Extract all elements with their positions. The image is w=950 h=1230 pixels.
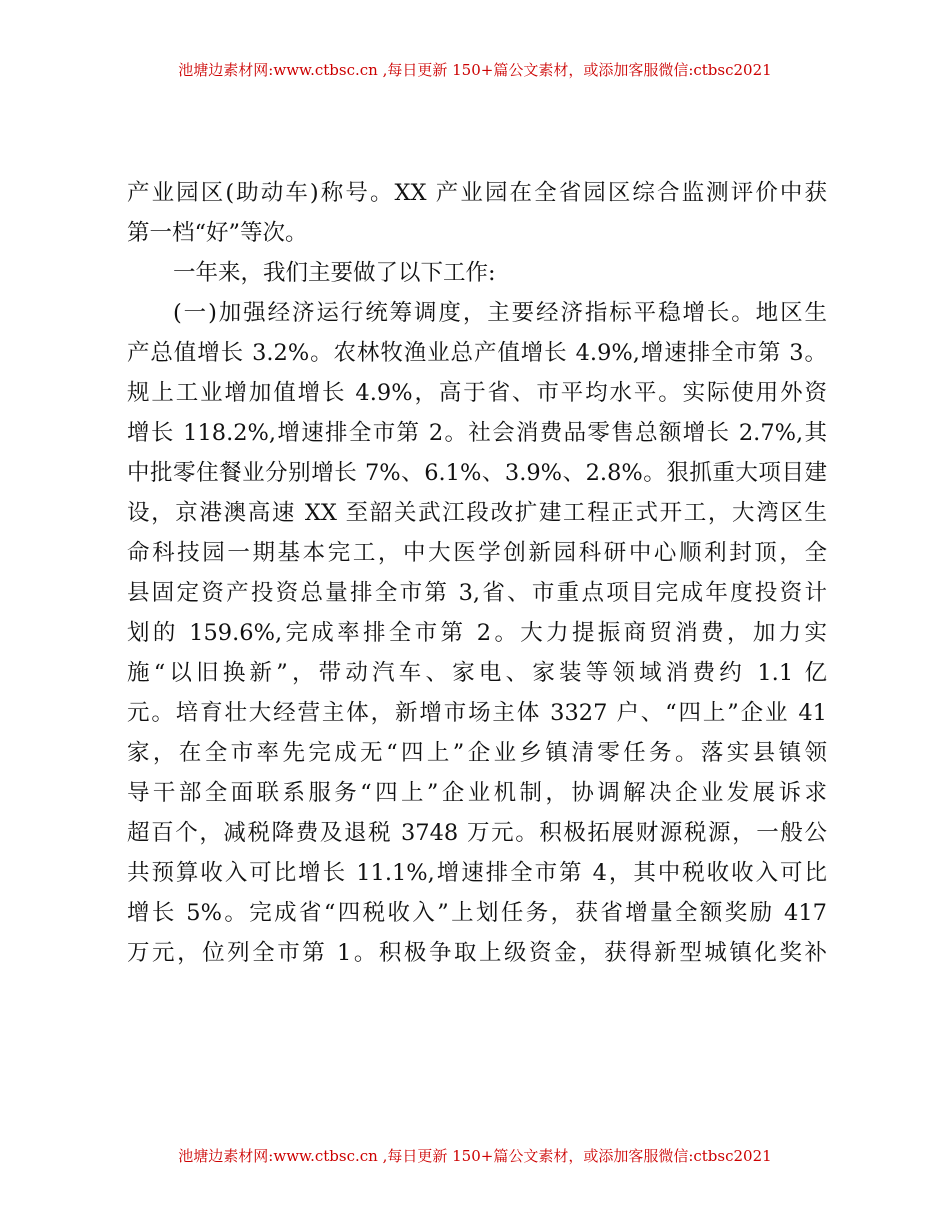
paragraph-line: 家，在全市率先完成无“四上”企业乡镇清零任务。落实县镇领 bbox=[127, 740, 827, 766]
paragraph-line: 元。培育壮大经营主体，新增市场主体 3327 户、“四上”企业 41 bbox=[127, 700, 827, 726]
paragraph-line: 共预算收入可比增长 11.1%,增速排全市第 4，其中税收收入可比 bbox=[127, 860, 827, 886]
paragraph-line: 增长 5%。完成省“四税收入”上划任务，获省增量全额奖励 417 bbox=[127, 900, 827, 926]
paragraph-line: 产业园区(助动车)称号。XX 产业园在全省园区综合监测评价中获 bbox=[127, 180, 827, 206]
paragraph-line: 设，京港澳高速 XX 至韶关武江段改扩建工程正式开工，大湾区生 bbox=[127, 500, 827, 526]
section-heading-line: (一)加强经济运行统筹调度，主要经济指标平稳增长。地区生 bbox=[173, 300, 827, 326]
paragraph-line: 增长 118.2%,增速排全市第 2。社会消费品零售总额增长 2.7%,其 bbox=[127, 420, 827, 446]
paragraph-line: 划的 159.6%,完成率排全市第 2。大力提振商贸消费，加力实 bbox=[127, 620, 827, 646]
paragraph-line: 县固定资产投资总量排全市第 3,省、市重点项目完成年度投资计 bbox=[127, 580, 827, 606]
paragraph-line: 命科技园一期基本完工，中大医学创新园科研中心顺利封顶，全 bbox=[127, 540, 827, 566]
paragraph-line: 万元，位列全市第 1。积极争取上级资金，获得新型城镇化奖补 bbox=[127, 940, 827, 966]
footer-watermark-banner: 池塘边素材网:www.ctbsc.cn ,每日更新 150+篇公文素材，或添加客服微信:ctbsc2021 bbox=[178, 1147, 772, 1165]
paragraph-line: 施“以旧换新”，带动汽车、家电、家装等领域消费约 1.1 亿 bbox=[127, 660, 827, 686]
paragraph-line: 规上工业增加值增长 4.9%，高于省、市平均水平。实际使用外资 bbox=[127, 380, 827, 406]
paragraph-line: 一年来，我们主要做了以下工作: bbox=[173, 260, 496, 286]
header-watermark-banner: 池塘边素材网:www.ctbsc.cn ,每日更新 150+篇公文素材，或添加客服微信:ctbsc2021 bbox=[178, 61, 772, 79]
document-body bbox=[127, 173, 827, 973]
paragraph-line: 导干部全面联系服务“四上”企业机制，协调解决企业发展诉求 bbox=[127, 780, 827, 806]
paragraph-line: 第一档“好”等次。 bbox=[127, 220, 308, 246]
paragraph-line: 产总值增长 3.2%。农林牧渔业总产值增长 4.9%,增速排全市第 3。 bbox=[127, 340, 827, 366]
paragraph-line: 超百个，减税降费及退税 3748 万元。积极拓展财源税源，一般公 bbox=[127, 820, 827, 846]
paragraph-line: 中批零住餐业分别增长 7%、6.1%、3.9%、2.8%。狠抓重大项目建 bbox=[127, 460, 827, 486]
